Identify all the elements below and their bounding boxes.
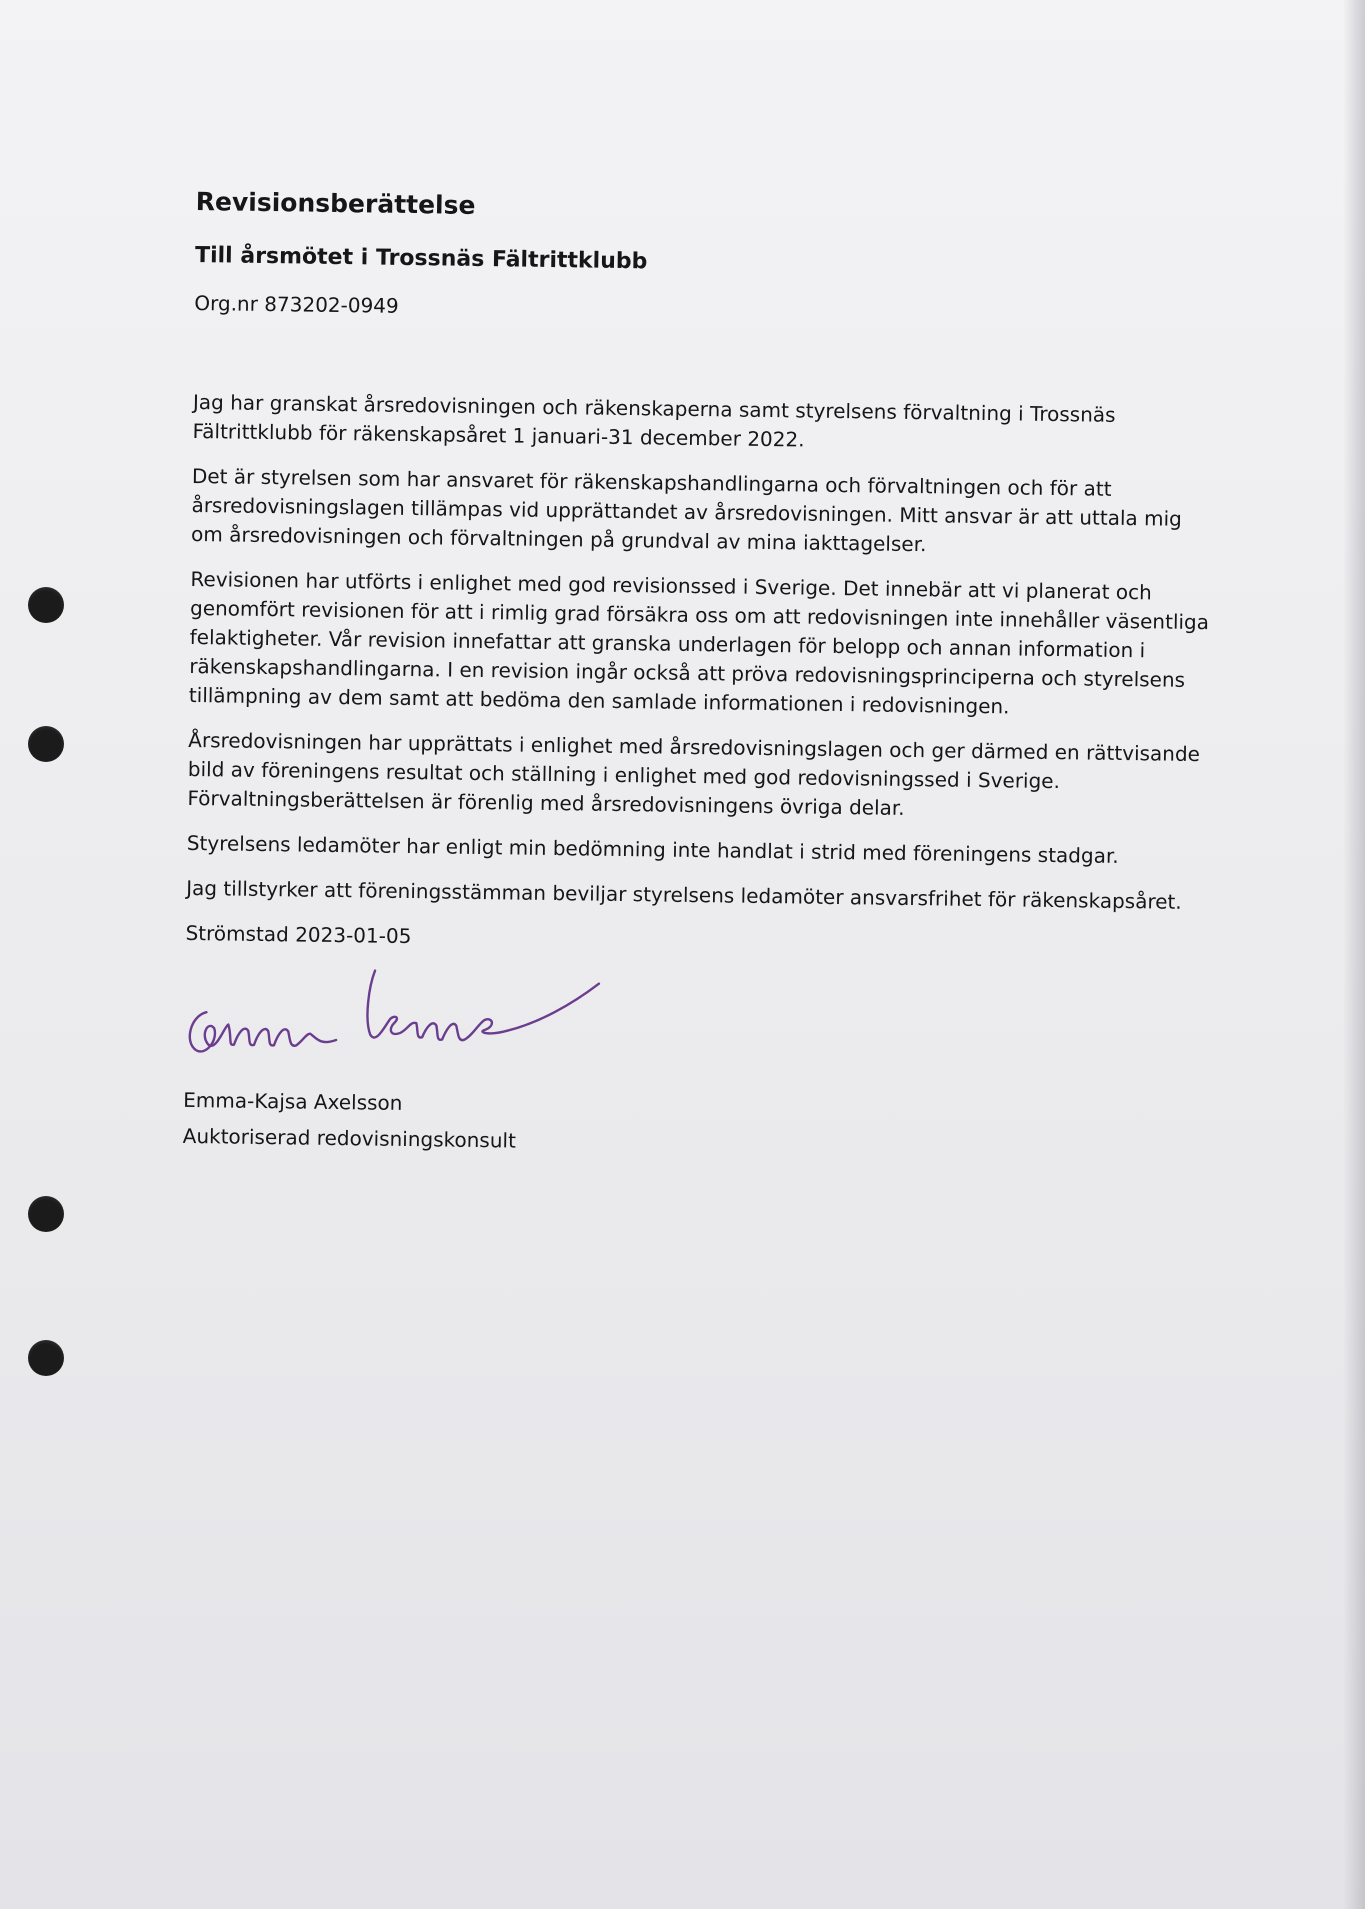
handwritten-signature — [178, 954, 619, 1070]
signer-block — [182, 1082, 1203, 1168]
punch-hole — [28, 587, 64, 623]
punch-hole — [28, 1340, 64, 1376]
paragraph: Jag har granskat årsredovisningen och räkenskaperna samt styrelsens förvaltning i Trossnäs Fältrittklubb för räkenskapsåret 1 januari-31 december 2022. — [192, 389, 1116, 452]
paragraph: Jag tillstyrker att föreningsstämman beviljar styrelsens ledamöter ansvarsfrihet för räkenskapsåret. — [186, 875, 1182, 914]
letter-body — [182, 186, 1215, 1168]
organization-number: Org.nr 873202-0949 — [194, 290, 399, 318]
place-and-date: Strömstad 2023-01-05 — [185, 920, 412, 949]
paragraph: Det är styrelsen som har ansvaret för räkenskapshandlingarna och förvaltningen och för att årsredovisningslagen tillämpas vid upprättandet av årsredovisningen. Mitt ansvar är att uttala mig om årsredovisningen och förvaltningen på grundval av mina iakttagelser. — [190, 463, 1183, 557]
punch-hole — [28, 726, 64, 762]
paragraph: Styrelsens ledamöter har enligt min bedömning inte handlat i strid med föreningens stadgar. — [186, 830, 1119, 868]
document-title: Revisionsberättelse — [195, 186, 476, 220]
signer-title: Auktoriserad redovisningskonsult — [182, 1123, 517, 1153]
signer-name: Emma-Kajsa Axelsson — [183, 1087, 403, 1115]
document-subtitle: Till årsmötet i Trossnäs Fältrittklubb — [194, 242, 648, 275]
punch-hole — [28, 1196, 64, 1232]
paragraph: Revisionen har utförts i enlighet med god revisionssed i Sverige. Det innebär att vi planerat och genomfört revisionen för att i rimlig grad försäkra oss om att redovisningen inte innehåller väsentliga felaktigheter. Vår revision innefattar att granska underlagen för belopp och annan information i räkenskapshandlingarna. I en revision ingår också att pröva redovisningsprinciperna och styrelsens tillämpning av dem samt att bedöma den samlade informationen i redovisningen. — [188, 566, 1210, 719]
page-edge-shadow — [1343, 0, 1365, 1909]
paragraph: Årsredovisningen har upprättats i enlighet med årsredovisningslagen och ger därmed en rättvisande bild av föreningens resultat och ställning i enlighet med god redovisningssed i Sverige. Förvaltningsberättelsen är förenlig med årsredovisningens övriga delar. — [187, 727, 1201, 820]
